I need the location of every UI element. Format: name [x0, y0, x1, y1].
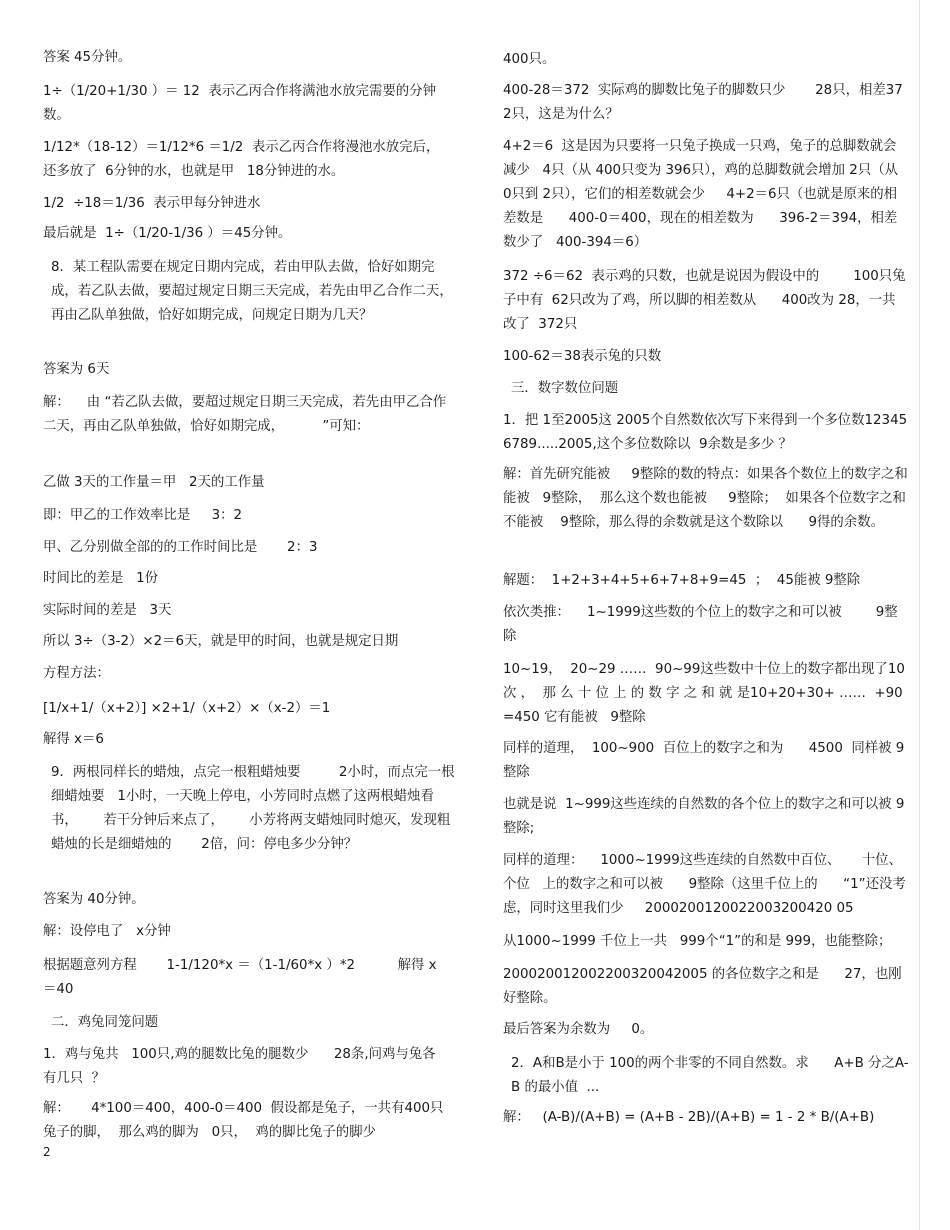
text-paragraph: 解： 由 “若乙队去做，要超过规定日期三天完成，若先由甲乙合作二天，再由乙队单独做，恰好如期完成， ”可知：: [43, 395, 447, 434]
text-paragraph: 从1000~1999 千位上一共 999个“1”的和是 999，也能整除；: [503, 934, 892, 949]
page-edge-divider: [919, 0, 920, 1230]
text-paragraph: 解得 x＝6: [43, 732, 104, 747]
text-paragraph: 解： 4*100＝400，400-0＝400 假设都是兔子，一共有400只兔子的脚， 那么鸡的脚为 0只， 鸡的脚比兔子的脚少: [43, 1101, 444, 1140]
text-paragraph: 200020012002200320042005 的各位数字之和是 27，也刚好整除。: [503, 967, 902, 1006]
text-paragraph: 即：甲乙的工作效率比是 3：2: [43, 508, 243, 523]
text-paragraph: 100-62＝38表示兔的只数: [503, 349, 662, 364]
text-paragraph: 400只。: [503, 52, 556, 67]
text-paragraph: 1÷（1/20+1/30 ）＝ 12 表示乙丙合作将满池水放完需要的分钟数。: [43, 84, 436, 123]
text-paragraph: 4+2＝6 这是因为只要将一只兔子换成一只鸡，兔子的总脚数就会减少 4只（从 400只变为 396只），鸡的总脚数就会增加 2只（从 0只到 2只），它们的相差数就会少 4+2＝6只（也就是原来的相差数是 400-0＝400，现在的相差数为 396-2＝394，相差数少了 400-394＝6）: [503, 139, 903, 250]
section-heading: 二．鸡兔同笼问题: [51, 1015, 159, 1030]
text-paragraph: 372 ÷6＝62 表示鸡的只数，也就是说因为假设中的 100只兔子中有 62只改为了鸡，所以脚的相差数从 400改为 28，一共改了 372只: [503, 269, 906, 332]
text-paragraph: [1/x+1/（x+2）] ×2+1/（x+2）×（x-2）＝1: [43, 701, 331, 716]
question-paragraph: 9．两根同样长的蜡烛，点完一根粗蜡烛要 2小时，而点完一根细蜡烛要 1小时，一天晚上停电，小芳同时点燃了这两根蜡烛看书， 若干分钟后来点了， 小芳将两支蜡烛同时熄灭，发现粗蜡烛的长是细蜡烛的 2倍，问：停电多少分钟？: [51, 765, 455, 852]
page-number: 2: [43, 1145, 51, 1159]
text-paragraph: 也就是说 1~999这些连续的自然数的各个位上的数字之和可以被 9整除;: [503, 797, 905, 836]
text-paragraph: 答案为 40分钟。: [43, 892, 145, 907]
text-paragraph: 400-28＝372 实际鸡的脚数比兔子的脚数只少 28只，相差372只，这是为什么？: [503, 83, 903, 122]
text-paragraph: 同样的道理： 1000~1999这些连续的自然数中百位、 十位、个位 上的数字之和可以被 9整除（这里千位上的 “1”还没考虑，同时这里我们少 2000200120022003200420 05: [503, 853, 906, 916]
question-paragraph: 1．把 1至2005这 2005个自然数依次写下来得到一个多位数123456789.....2005,这个多位数除以 9余数是多少 ？: [503, 413, 908, 452]
text-paragraph: 1/12*（18-12）＝1/12*6 ＝1/2 表示乙丙合作将漫池水放完后，还多放了 6分钟的水，也就是甲 18分钟进的水。: [43, 140, 440, 179]
text-paragraph: 解： (A-B)/(A+B) = (A+B - 2B)/(A+B) = 1 - 2 * B/(A+B): [503, 1110, 875, 1125]
text-paragraph: 10~19， 20~29 …… 90~99这些数中十位上的数字都出现了10 次 ， 那 么 十 位 上 的 数 字 之 和 就 是10+20+30+ …… +90=450 它有能被 9整除: [503, 662, 910, 725]
text-paragraph: 最后答案为余数为 0。: [503, 1022, 654, 1037]
text-paragraph: 同样的道理， 100~900 百位上的数字之和为 4500 同样被 9整除: [503, 741, 905, 780]
question-paragraph: 2．A和B是小于 100的两个非零的不同自然数。求 A+B 分之A-B 的最小值 ...: [511, 1056, 909, 1095]
text-paragraph: 方程方法：: [43, 666, 110, 681]
text-paragraph: 甲、乙分别做全部的的工作时间比是 2：3: [43, 540, 318, 555]
text-paragraph: 解：设停电了 x分钟: [43, 924, 171, 939]
question-paragraph: 1．鸡与兔共 100只,鸡的腿数比兔的腿数少 28条,问鸡与兔各有几只 ？: [43, 1047, 436, 1086]
text-paragraph: 实际时间的差是 3天: [43, 603, 172, 618]
text-paragraph: 答案 45分钟。: [43, 50, 132, 65]
text-paragraph: 答案为 6天: [43, 362, 110, 377]
text-paragraph: 根据题意列方程 1-1/120*x ＝（1-1/60*x ）*2 解得 x＝40: [43, 958, 437, 997]
question-paragraph: 8．某工程队需要在规定日期内完成，若由甲队去做，恰好如期完成，若乙队去做，要超过规定日期三天完成，若先由甲乙合作二天，再由乙队单独做，恰好如期完成，问规定日期为几天？: [51, 260, 453, 323]
section-heading: 三．数字数位问题: [511, 381, 619, 396]
text-paragraph: 所以 3÷（3-2）×2＝6天，就是甲的时间，也就是规定日期: [43, 634, 399, 649]
text-paragraph: 依次类推： 1~1999这些数的个位上的数字之和可以被 9整除: [503, 605, 898, 644]
text-paragraph: 乙做 3天的工作量＝甲 2天的工作量: [43, 475, 265, 490]
text-paragraph: 1/2 ÷18＝1/36 表示甲每分钟进水: [43, 196, 261, 211]
text-paragraph: 解题： 1+2+3+4+5+6+7+8+9=45 ； 45能被 9整除: [503, 573, 861, 588]
text-paragraph: 解：首先研究能被 9整除的数的特点：如果各个数位上的数字之和能被 9整除， 那么这个数也能被 9整除； 如果各个位数字之和不能被 9整除，那么得的余数就是这个数除以 9得的余数。: [503, 467, 908, 530]
text-paragraph: 最后就是 1÷（1/20-1/36 ）＝45分钟。: [43, 226, 292, 241]
text-paragraph: 时间比的差是 1份: [43, 571, 159, 586]
